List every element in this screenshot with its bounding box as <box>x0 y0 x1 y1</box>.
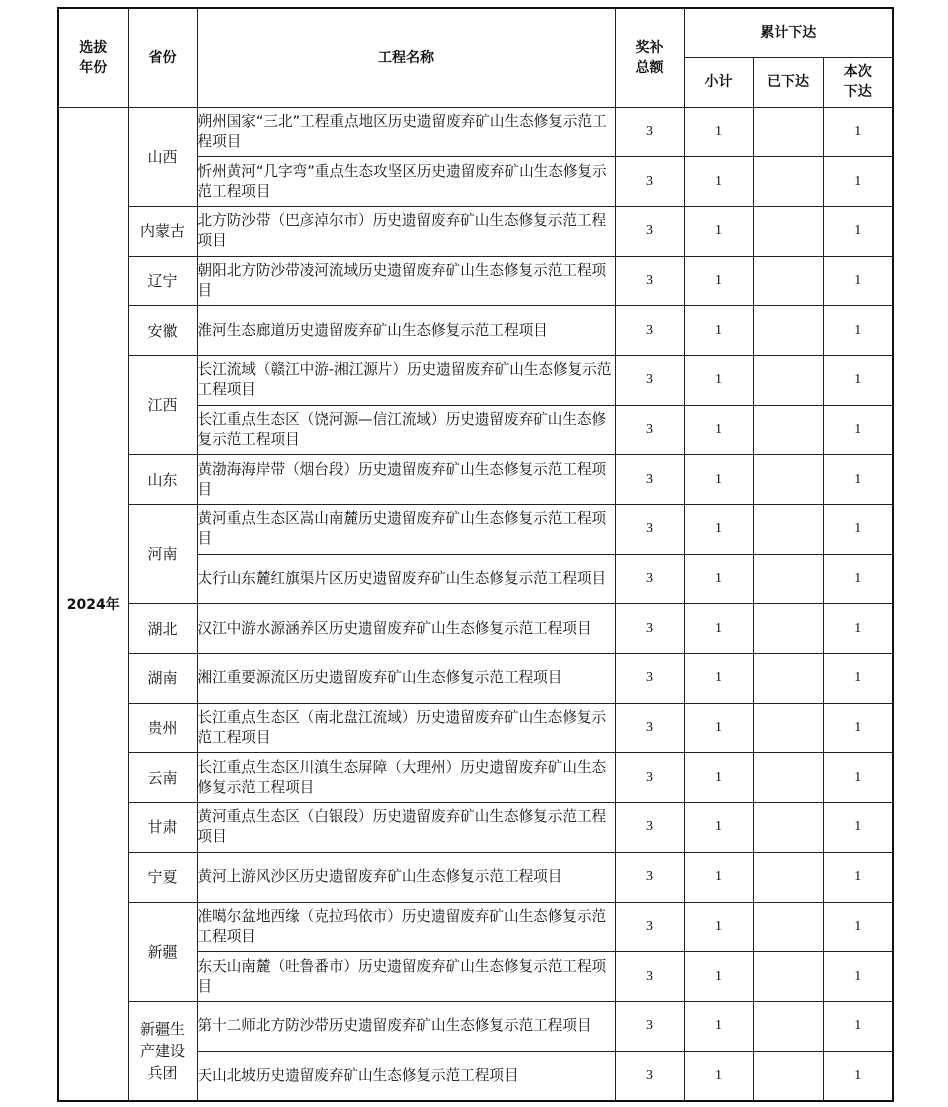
header-year-text: 选拔 年份 <box>79 39 108 76</box>
header-total-text: 奖补 总额 <box>635 39 664 76</box>
table-row <box>58 902 893 952</box>
project-name-cell: 湘江重要源流区历史遗留废弃矿山生态修复示范工程项目 <box>197 654 615 704</box>
current-cell: 1 <box>823 505 893 555</box>
current-cell: 1 <box>823 852 893 902</box>
subtotal-cell: 1 <box>684 505 753 555</box>
total-cell: 3 <box>615 405 684 455</box>
issued-cell <box>753 505 823 555</box>
header-current-text: 本次 下达 <box>843 64 872 100</box>
current-cell: 1 <box>823 455 893 505</box>
table-row <box>58 355 893 405</box>
issued-cell <box>753 206 823 256</box>
issued-cell <box>753 902 823 952</box>
issued-cell <box>753 952 823 1002</box>
province-cell: 山东 <box>128 455 197 505</box>
header-current <box>823 57 893 107</box>
project-name-cell: 长江流域（赣江中游-湘江源片）历史遗留废弃矿山生态修复示范工程项目 <box>197 355 615 405</box>
total-cell: 3 <box>615 206 684 256</box>
subtotal-cell: 1 <box>684 306 753 356</box>
province-cell: 湖北 <box>128 604 197 654</box>
subtotal-cell: 1 <box>684 256 753 306</box>
table-row <box>58 753 893 803</box>
project-name-cell: 黄渤海海岸带（烟台段）历史遗留废弃矿山生态修复示范工程项目 <box>197 455 615 505</box>
current-cell: 1 <box>823 952 893 1002</box>
table-row <box>58 306 893 356</box>
province-cell: 河南 <box>128 505 197 604</box>
table-row <box>58 604 893 654</box>
current-cell: 1 <box>823 405 893 455</box>
subtotal-cell: 1 <box>684 803 753 853</box>
current-cell: 1 <box>823 157 893 207</box>
table-row <box>58 703 893 753</box>
subtotal-cell: 1 <box>684 1051 753 1101</box>
issued-cell <box>753 703 823 753</box>
issued-cell <box>753 554 823 604</box>
total-cell: 3 <box>615 157 684 207</box>
table-body <box>58 107 893 1101</box>
project-name-cell: 东天山南麓（吐鲁番市）历史遗留废弃矿山生态修复示范工程项目 <box>197 952 615 1002</box>
total-cell: 3 <box>615 306 684 356</box>
project-name-cell: 淮河生态廊道历史遗留废弃矿山生态修复示范工程项目 <box>197 306 615 356</box>
project-name-cell: 汉江中游水源涵养区历史遗留废弃矿山生态修复示范工程项目 <box>197 604 615 654</box>
project-name-cell: 忻州黄河“几字弯”重点生态攻坚区历史遗留废弃矿山生态修复示范工程项目 <box>197 157 615 207</box>
province-cell: 内蒙古 <box>128 206 197 256</box>
header-project: 工程名称 <box>197 8 615 107</box>
project-name-cell: 第十二师北方防沙带历史遗留废弃矿山生态修复示范工程项目 <box>197 1001 615 1051</box>
province-cell: 江西 <box>128 355 197 454</box>
province-cell: 安徽 <box>128 306 197 356</box>
total-cell: 3 <box>615 554 684 604</box>
table-row <box>58 455 893 505</box>
project-name-cell: 朔州国家“三北”工程重点地区历史遗留废弃矿山生态修复示范工程项目 <box>197 107 615 157</box>
issued-cell <box>753 803 823 853</box>
current-cell: 1 <box>823 1051 893 1101</box>
current-cell: 1 <box>823 902 893 952</box>
table-row <box>58 256 893 306</box>
total-cell: 3 <box>615 654 684 704</box>
subtotal-cell: 1 <box>684 107 753 157</box>
province-cell: 湖南 <box>128 654 197 704</box>
header-subtotal: 小计 <box>684 57 753 107</box>
project-name-cell: 长江重点生态区（南北盘江流域）历史遗留废弃矿山生态修复示范工程项目 <box>197 703 615 753</box>
issued-cell <box>753 355 823 405</box>
issued-cell <box>753 852 823 902</box>
subtotal-cell: 1 <box>684 1001 753 1051</box>
total-cell: 3 <box>615 852 684 902</box>
province-cell: 辽宁 <box>128 256 197 306</box>
current-cell: 1 <box>823 206 893 256</box>
current-cell: 1 <box>823 256 893 306</box>
project-name-cell: 长江重点生态区川滇生态屏障（大理州）历史遗留废弃矿山生态修复示范工程项目 <box>197 753 615 803</box>
current-cell: 1 <box>823 753 893 803</box>
province-cell: 新疆生 产建设 兵团 <box>128 1001 197 1100</box>
table-row <box>58 654 893 704</box>
project-name-cell: 天山北坡历史遗留废弃矿山生态修复示范工程项目 <box>197 1051 615 1101</box>
province-cell: 甘肃 <box>128 803 197 853</box>
subtotal-cell: 1 <box>684 455 753 505</box>
province-cell: 云南 <box>128 753 197 803</box>
subtotal-cell: 1 <box>684 852 753 902</box>
project-name-cell: 黄河重点生态区嵩山南麓历史遗留废弃矿山生态修复示范工程项目 <box>197 505 615 555</box>
current-cell: 1 <box>823 703 893 753</box>
year-cell: 2024年 <box>58 107 128 1101</box>
total-cell: 3 <box>615 703 684 753</box>
total-cell: 3 <box>615 1051 684 1101</box>
total-cell: 3 <box>615 455 684 505</box>
issued-cell <box>753 306 823 356</box>
table-row <box>58 803 893 853</box>
project-name-cell: 朝阳北方防沙带凌河流域历史遗留废弃矿山生态修复示范工程项目 <box>197 256 615 306</box>
subtotal-cell: 1 <box>684 902 753 952</box>
project-name-cell: 准噶尔盆地西缘（克拉玛依市）历史遗留废弃矿山生态修复示范工程项目 <box>197 902 615 952</box>
header-province: 省份 <box>128 8 197 107</box>
issued-cell <box>753 455 823 505</box>
subtotal-cell: 1 <box>684 654 753 704</box>
subtotal-cell: 1 <box>684 554 753 604</box>
table-row <box>58 107 893 157</box>
subtotal-cell: 1 <box>684 604 753 654</box>
issued-cell <box>753 107 823 157</box>
issued-cell <box>753 157 823 207</box>
table-row <box>58 206 893 256</box>
subtotal-cell: 1 <box>684 703 753 753</box>
province-cell: 贵州 <box>128 703 197 753</box>
issued-cell <box>753 604 823 654</box>
current-cell: 1 <box>823 306 893 356</box>
total-cell: 3 <box>615 753 684 803</box>
issued-cell <box>753 1051 823 1101</box>
total-cell: 3 <box>615 355 684 405</box>
subtotal-cell: 1 <box>684 206 753 256</box>
province-cell: 宁夏 <box>128 852 197 902</box>
table-row <box>58 852 893 902</box>
total-cell: 3 <box>615 505 684 555</box>
total-cell: 3 <box>615 803 684 853</box>
header-issued: 已下达 <box>753 57 823 107</box>
issued-cell <box>753 1001 823 1051</box>
project-name-cell: 北方防沙带（巴彦淖尔市）历史遗留废弃矿山生态修复示范工程项目 <box>197 206 615 256</box>
table-row <box>58 505 893 555</box>
total-cell: 3 <box>615 256 684 306</box>
total-cell: 3 <box>615 952 684 1002</box>
issued-cell <box>753 256 823 306</box>
header-year <box>58 8 128 107</box>
province-cell: 新疆 <box>128 902 197 1001</box>
province-cell: 山西 <box>128 107 197 206</box>
project-name-cell: 长江重点生态区（饶河源—信江流域）历史遗留废弃矿山生态修复示范工程项目 <box>197 405 615 455</box>
total-cell: 3 <box>615 604 684 654</box>
project-name-cell: 太行山东麓红旗渠片区历史遗留废弃矿山生态修复示范工程项目 <box>197 554 615 604</box>
issued-cell <box>753 405 823 455</box>
project-name-cell: 黄河重点生态区（白银段）历史遗留废弃矿山生态修复示范工程项目 <box>197 803 615 853</box>
subtotal-cell: 1 <box>684 405 753 455</box>
total-cell: 3 <box>615 902 684 952</box>
header-cumulative: 累计下达 <box>684 8 893 57</box>
issued-cell <box>753 753 823 803</box>
table-row <box>58 1001 893 1051</box>
current-cell: 1 <box>823 654 893 704</box>
subtotal-cell: 1 <box>684 157 753 207</box>
current-cell: 1 <box>823 1001 893 1051</box>
current-cell: 1 <box>823 803 893 853</box>
total-cell: 3 <box>615 107 684 157</box>
total-cell: 3 <box>615 1001 684 1051</box>
subtotal-cell: 1 <box>684 952 753 1002</box>
current-cell: 1 <box>823 554 893 604</box>
header-total <box>615 8 684 107</box>
subtotal-cell: 1 <box>684 355 753 405</box>
subtotal-cell: 1 <box>684 753 753 803</box>
issued-cell <box>753 654 823 704</box>
current-cell: 1 <box>823 604 893 654</box>
current-cell: 1 <box>823 355 893 405</box>
current-cell: 1 <box>823 107 893 157</box>
allocation-table <box>57 7 894 1102</box>
project-name-cell: 黄河上游风沙区历史遗留废弃矿山生态修复示范工程项目 <box>197 852 615 902</box>
